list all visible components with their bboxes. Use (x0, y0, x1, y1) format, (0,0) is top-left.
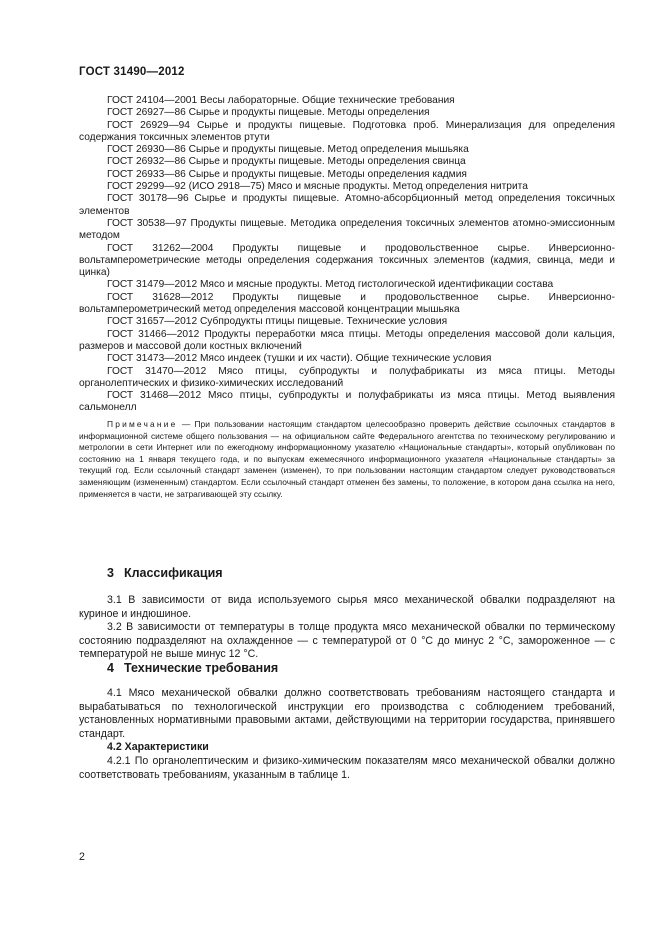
reference-item: ГОСТ 26927—86 Сырье и продукты пищевые. Методы определения (107, 107, 430, 119)
reference-item: ГОСТ 31470—2012 Мясо птицы, субпродукты и полуфабрикаты из мяса птицы. Методы органолептических и физико-химических исследований (79, 365, 615, 389)
reference-item: ГОСТ 24104—2001 Весы лабораторные. Общие технические требования (107, 95, 455, 106)
note-text: — При пользовании настоящим стандартом целесообразно проверить действие ссылочных стандартов в информационной системе общего пользования — на официальном сайте Федерального агентства по техническому регулированию и метрологии в сети Интернет или по ежегодному информационному указателю «Национальные стандарты», который опубликован по состоянию на 1 января текущего года, и по выпускам ежемесячного информационного указателя «Национальные стандарты» за текущий год. Если ссылочный стандарт заменен (изменен), то при пользовании настоящим стандартом следует руководствоваться заменяющим (измененным) стандартом. Если ссылочный стандарт отменен без замены, то положение, в котором дана ссылка на него, применяется в части, не затрагивающей эту ссылку. (79, 419, 615, 499)
reference-item: ГОСТ 30178—96 Сырье и продукты пищевые. Атомно-абсорбционный метод определения токсичных элементов (79, 193, 615, 217)
section-4-heading: 4 Технические требования (107, 661, 279, 675)
subsection-4-2-heading: 4.2 Характеристики (107, 741, 209, 753)
reference-item: ГОСТ 31473—2012 Мясо индеек (тушки и их части). Общие технические условия (107, 353, 492, 365)
paragraph-3-2: 3.2 В зависимости от температуры в толще продукта мясо механической обвалки по термическому состоянию подразделяют на охлажденное — с температурой от 0 °С до минус 2 °С, замороженное — с температурой не выше минус 12 °С. (79, 621, 615, 661)
reference-item: ГОСТ 26933—86 Сырье и продукты пищевые. Методы определения кадмия (107, 168, 467, 180)
reference-item: ГОСТ 26932—86 Сырье и продукты пищевые. Методы определения свинца (107, 156, 466, 168)
document-header: ГОСТ 31490—2012 (79, 66, 185, 78)
reference-item: ГОСТ 31657—2012 Субпродукты птицы пищевые. Технические условия (107, 316, 448, 328)
section-3-heading: 3 Классификация (107, 566, 223, 580)
page-number: 2 (79, 851, 85, 863)
reference-item: ГОСТ 31466—2012 Продукты переработки мяса птицы. Методы определения массовой доли кальция, размеров и массовой доли костных включений (79, 328, 615, 352)
reference-item: ГОСТ 31262—2004 Продукты пищевые и продовольственное сырье. Инверсионно-вольтамперометрические методы определения содержания токсичных элементов (кадмия, свинца, меди и цинка) (79, 242, 615, 279)
note-label: Примечание (107, 419, 178, 429)
reference-item: ГОСТ 31468—2012 Мясо птицы, субпродукты и полуфабрикаты из мяса птицы. Метод выявления сальмонелл (79, 390, 615, 414)
reference-item: ГОСТ 26930—86 Сырье и продукты пищевые. Метод определения мышьяка (107, 144, 469, 156)
reference-item: ГОСТ 29299—92 (ИСО 2918—75) Мясо и мясные продукты. Метод определения нитрита (107, 181, 528, 193)
normative-references-list (79, 95, 615, 415)
note-block (79, 419, 615, 500)
paragraph-4-2-1: 4.2.1 По органолептическим и физико-химическим показателям мясо механической обвалки должно соответствовать требованиям, указанным в таблице 1. (79, 755, 615, 781)
reference-item: ГОСТ 30538—97 Продукты пищевые. Методика определения токсичных элементов атомно-эмиссионным методом (79, 217, 615, 242)
paragraph-4-1: 4.1 Мясо механической обвалки должно соответствовать требованиям настоящего стандарта и вырабатываться по технологической инструкции его производства с соблюдением требований, установленных нормативными правовыми актами, действующими на территории государства, принявшего стандарт. (79, 687, 615, 740)
reference-item: ГОСТ 31628—2012 Продукты пищевые и продовольственное сырье. Инверсионно-вольтамперометрический метод определения массовой концентрации мышьяка (79, 291, 615, 316)
reference-item: ГОСТ 31479—2012 Мясо и мясные продукты. Метод гистологической идентификации состава (107, 279, 554, 291)
reference-item: ГОСТ 26929—94 Сырье и продукты пищевые. Подготовка проб. Минерализация для определения содержания токсичных элементов ртути (79, 119, 615, 143)
paragraph-3-1: 3.1 В зависимости от вида используемого сырья мясо механической обвалки подразделяют на куриное и индюшиное. (79, 594, 615, 620)
